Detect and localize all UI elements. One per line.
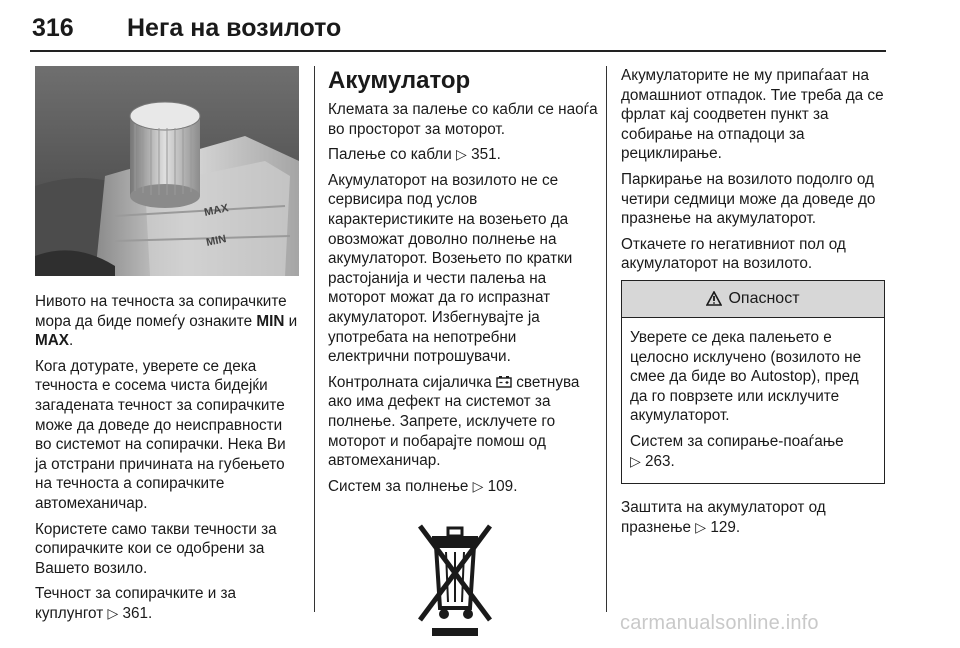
stop-start-reference: Систем за сопирање-поаѓање ▷ 263. [630, 432, 844, 470]
battery-icon [496, 375, 512, 388]
triangle-right-icon: ▷ [107, 604, 119, 621]
triangle-right-icon: ▷ [472, 477, 484, 494]
page-header [30, 12, 885, 52]
danger-notice [621, 280, 885, 484]
approved-fluids-paragraph: Користете само такви течности за сопирачките кои се одобрени за Вашето возило. [35, 520, 277, 577]
jump-start-paragraph: Клемата за палење со кабли се наоѓа во просторот за моторот. [328, 101, 598, 138]
disconnect-paragraph: Откачете го негативниот пол од акумулаторот на возилото. [621, 235, 846, 273]
fluid-reference: Течност за сопирачките и за куплунгот ▷ 361. [35, 585, 237, 622]
crossed-bin-icon [400, 512, 510, 642]
max-marking: MAX [203, 202, 230, 219]
topping-up-paragraph: Кога дотурате, уверете се дека течноста е сосема чиста бидејќи загадената течност за сопирачките може да доведе до неисправности во системот на сопирачки. Нека Ви ја отстрани причината на губењето на течноста а сопирачките автомеханичар. [35, 357, 286, 512]
triangle-right-icon: ▷ [630, 452, 641, 469]
charging-system-reference: Систем за полнење ▷ 109. [328, 477, 518, 495]
battery-maintenance-paragraph: Акумулаторот на возилото не се сервисира под услов карактеристиките на возењето да овозможат доволно полнење на акумулаторот. Возењето по кратки растојанија и чести палења на моторот можат да го испразнат акумулаторот. Избегнувајте ја употребата на непотребни електрични потрошувачи. [328, 171, 573, 366]
header-rule [30, 50, 886, 52]
column-3 [621, 66, 886, 543]
danger-title: Опасност [728, 290, 800, 308]
brake-fluid-reservoir-image [35, 66, 299, 276]
warning-triangle-icon [706, 291, 722, 306]
reference-link[interactable]: 351. [471, 146, 501, 164]
reference-link[interactable]: 263. [645, 452, 675, 470]
column-2 [328, 66, 598, 648]
min-marking: MIN [205, 233, 228, 249]
jump-start-reference: Палење со кабли ▷ 351. [328, 146, 501, 164]
parking-paragraph: Паркирање на возилото подолго од четири седмици може да доведе до празнење на акумулаторот. [621, 170, 876, 228]
column-1 [35, 292, 300, 630]
danger-paragraph: Уверете се дека палењето е целосно исклучено (возилото не смее да биде во Autostop), пред да го поврзете или исклучите акумулаторот. [630, 328, 862, 425]
warning-light-paragraph: Контролната сијаличка светнува ако има дефект на системот за полнење. Запрете, исклучете го моторот и побарајте помош од автомеханичар. [328, 373, 580, 470]
watermark: carmanualsonline.info [620, 612, 819, 634]
page-number: 316 [32, 14, 74, 42]
column-divider-2 [606, 66, 607, 612]
reference-link[interactable]: 361. [122, 604, 153, 622]
battery-protection-reference: Заштита на акумулаторот од празнење ▷ 129. [621, 499, 826, 536]
reference-link[interactable]: 129. [710, 518, 741, 536]
brake-fluid-level-paragraph: Нивото на течноста за сопирачките мора да биде помеѓу ознаките MIN и MAX. [35, 293, 298, 350]
disposal-paragraph: Акумулаторите не му припаѓаат на домашниот отпадок. Тие треба да се фрлат кај соодветен пункт за собирање на отпадоци за рециклирање. [621, 67, 884, 163]
section-heading: Акумулатор [328, 67, 471, 94]
page-title: Нега на возилото [127, 14, 342, 42]
column-divider-1 [314, 66, 315, 612]
reference-link[interactable]: 109. [487, 477, 518, 495]
min-label: MIN [256, 312, 285, 330]
max-label: MAX [35, 332, 69, 350]
danger-header [622, 281, 884, 318]
triangle-right-icon: ▷ [695, 518, 707, 535]
triangle-right-icon: ▷ [456, 146, 467, 163]
danger-body [622, 318, 884, 483]
